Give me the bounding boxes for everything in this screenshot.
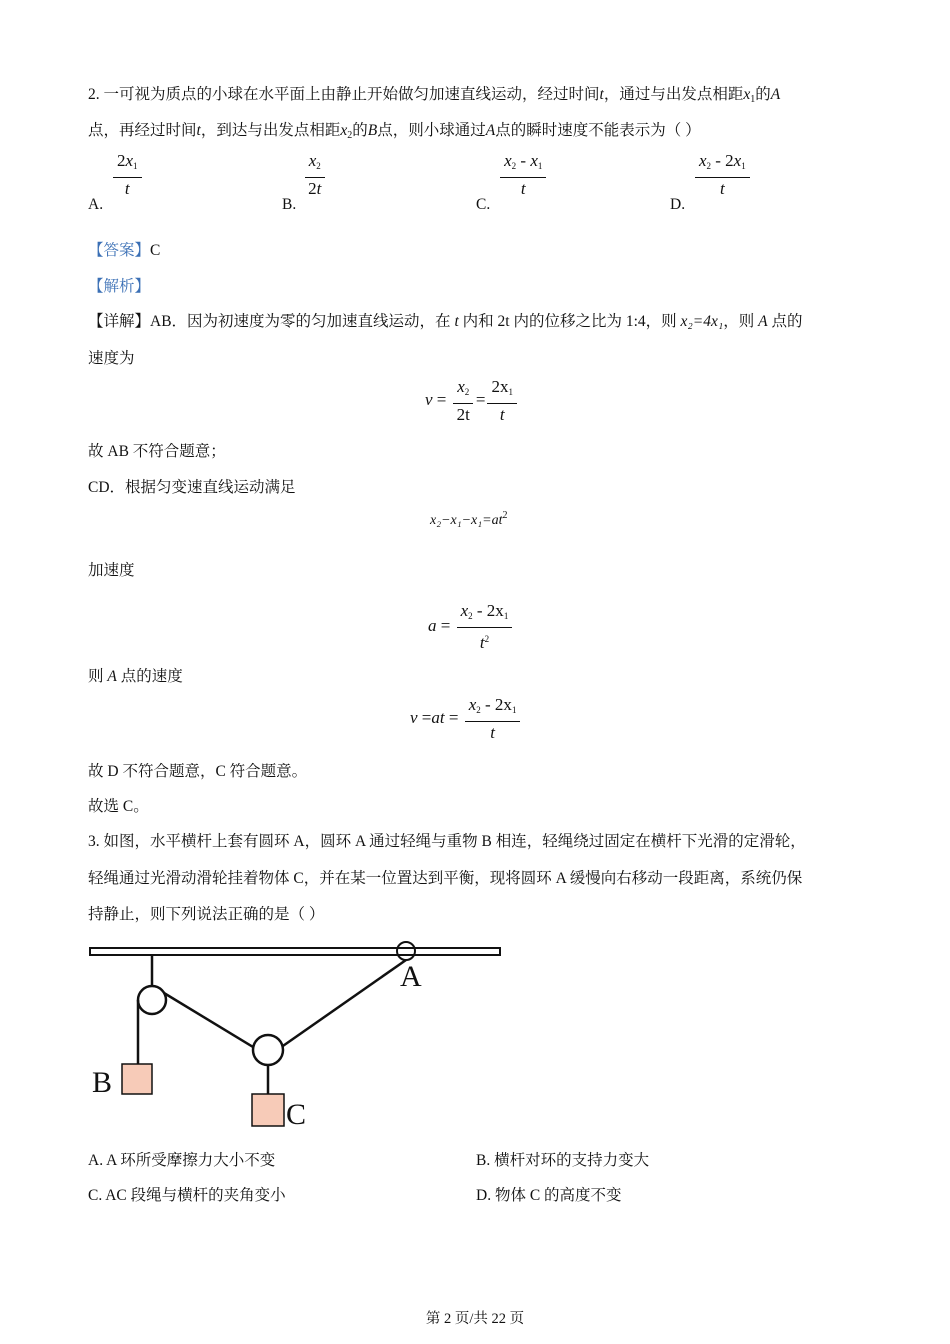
- equation-velocity-2: v =at = $\frac{x_2 - 2x_1}{t}$: [410, 694, 522, 744]
- q3-stem-line2: 轻绳通过光滑动滑轮挂着物体 C，并在某一位置达到平衡，现将圆环 A 缓慢向右移动一段距离，系统仍保: [88, 870, 803, 887]
- q3-option-c[interactable]: C. AC 段绳与横杆的夹角变小: [88, 1187, 286, 1204]
- q3-pulley-figure: [88, 936, 508, 1136]
- answer-line: [88, 238, 160, 260]
- q3-option-b[interactable]: B. 横杆对环的支持力变大: [476, 1152, 650, 1169]
- rope-pulley-to-c: [164, 993, 258, 1050]
- analysis-paragraph-1: 【详解】AB．因为初速度为零的匀加速直线运动，在 t 内和 2t 内的位移之比为 1:4，则 x₂=4x₁，则 A 点的: [88, 313, 803, 330]
- q2-option-c[interactable]: C. $\frac{x_2 - x_1}{t}$: [476, 150, 548, 200]
- final-choice: 故选 C。: [88, 798, 149, 815]
- page-footer: 第 2 页/共 22 页: [425, 1311, 525, 1327]
- q2-option-a[interactable]: A. $\frac{2x_1}{t}$: [88, 150, 144, 200]
- object-c: [252, 1094, 284, 1126]
- speed-label: 则 A 点的速度: [88, 668, 183, 685]
- fixed-pulley: [138, 986, 166, 1014]
- q2-option-b[interactable]: B. $\frac{x_2}{2t}$: [282, 150, 327, 200]
- equation-acceleration: a = $\frac{x_2 - 2x_1}{t^2}$: [428, 600, 514, 654]
- q2-stem-line2: 点，再经过时间t，到达与出发点相距$x_2$的B点，则小球通过A点的瞬时速度不能表示为（ ）: [88, 122, 701, 141]
- conclusion-cd: 故 D 不符合题意，C 符合题意。: [88, 763, 308, 780]
- analysis-paragraph-2: 速度为: [88, 350, 135, 367]
- q3-option-d[interactable]: D. 物体 C 的高度不变: [476, 1187, 622, 1204]
- label-a: A: [400, 960, 422, 993]
- q3-stem-line1: 3. 如图，水平横杆上套有圆环 A，圆环 A 通过轻绳与重物 B 相连，轻绳绕过固定在横杆下光滑的定滑轮，: [88, 833, 806, 850]
- q2-option-d[interactable]: D. $\frac{x_2 - 2x_1}{t}$: [670, 150, 752, 200]
- acceleration-label: 加速度: [88, 562, 135, 579]
- label-b: B: [92, 1066, 113, 1099]
- horizontal-rod: [90, 948, 500, 955]
- answer-tag: 【答案】: [88, 242, 151, 259]
- conclusion-ab: 故 AB 不符合题意；: [88, 443, 226, 460]
- movable-pulley: [253, 1035, 283, 1065]
- equation-displacement: $x_2-x_1-x_1=at^2$: [430, 510, 508, 528]
- weight-b: [122, 1064, 152, 1094]
- analysis-tag: 【解析】: [88, 278, 151, 295]
- q2-stem-line1: 2. 一可视为质点的小球在水平面上由静止开始做匀加速直线运动，经过时间t，通过与出发点相距$x_1$的A: [88, 86, 781, 105]
- rope-c-to-a: [280, 960, 406, 1048]
- q3-stem-line3: 持静止，则下列说法正确的是（ ）: [88, 906, 325, 923]
- cd-intro: CD．根据匀变速直线运动满足: [88, 479, 296, 496]
- equation-velocity-1: v = $\frac{x_2}{2t}$ = $\frac{2x_1}{t}$: [425, 376, 519, 426]
- q3-option-a[interactable]: A. A 环所受摩擦力大小不变: [88, 1152, 276, 1169]
- answer-value: C: [150, 242, 161, 259]
- label-c: C: [286, 1098, 307, 1131]
